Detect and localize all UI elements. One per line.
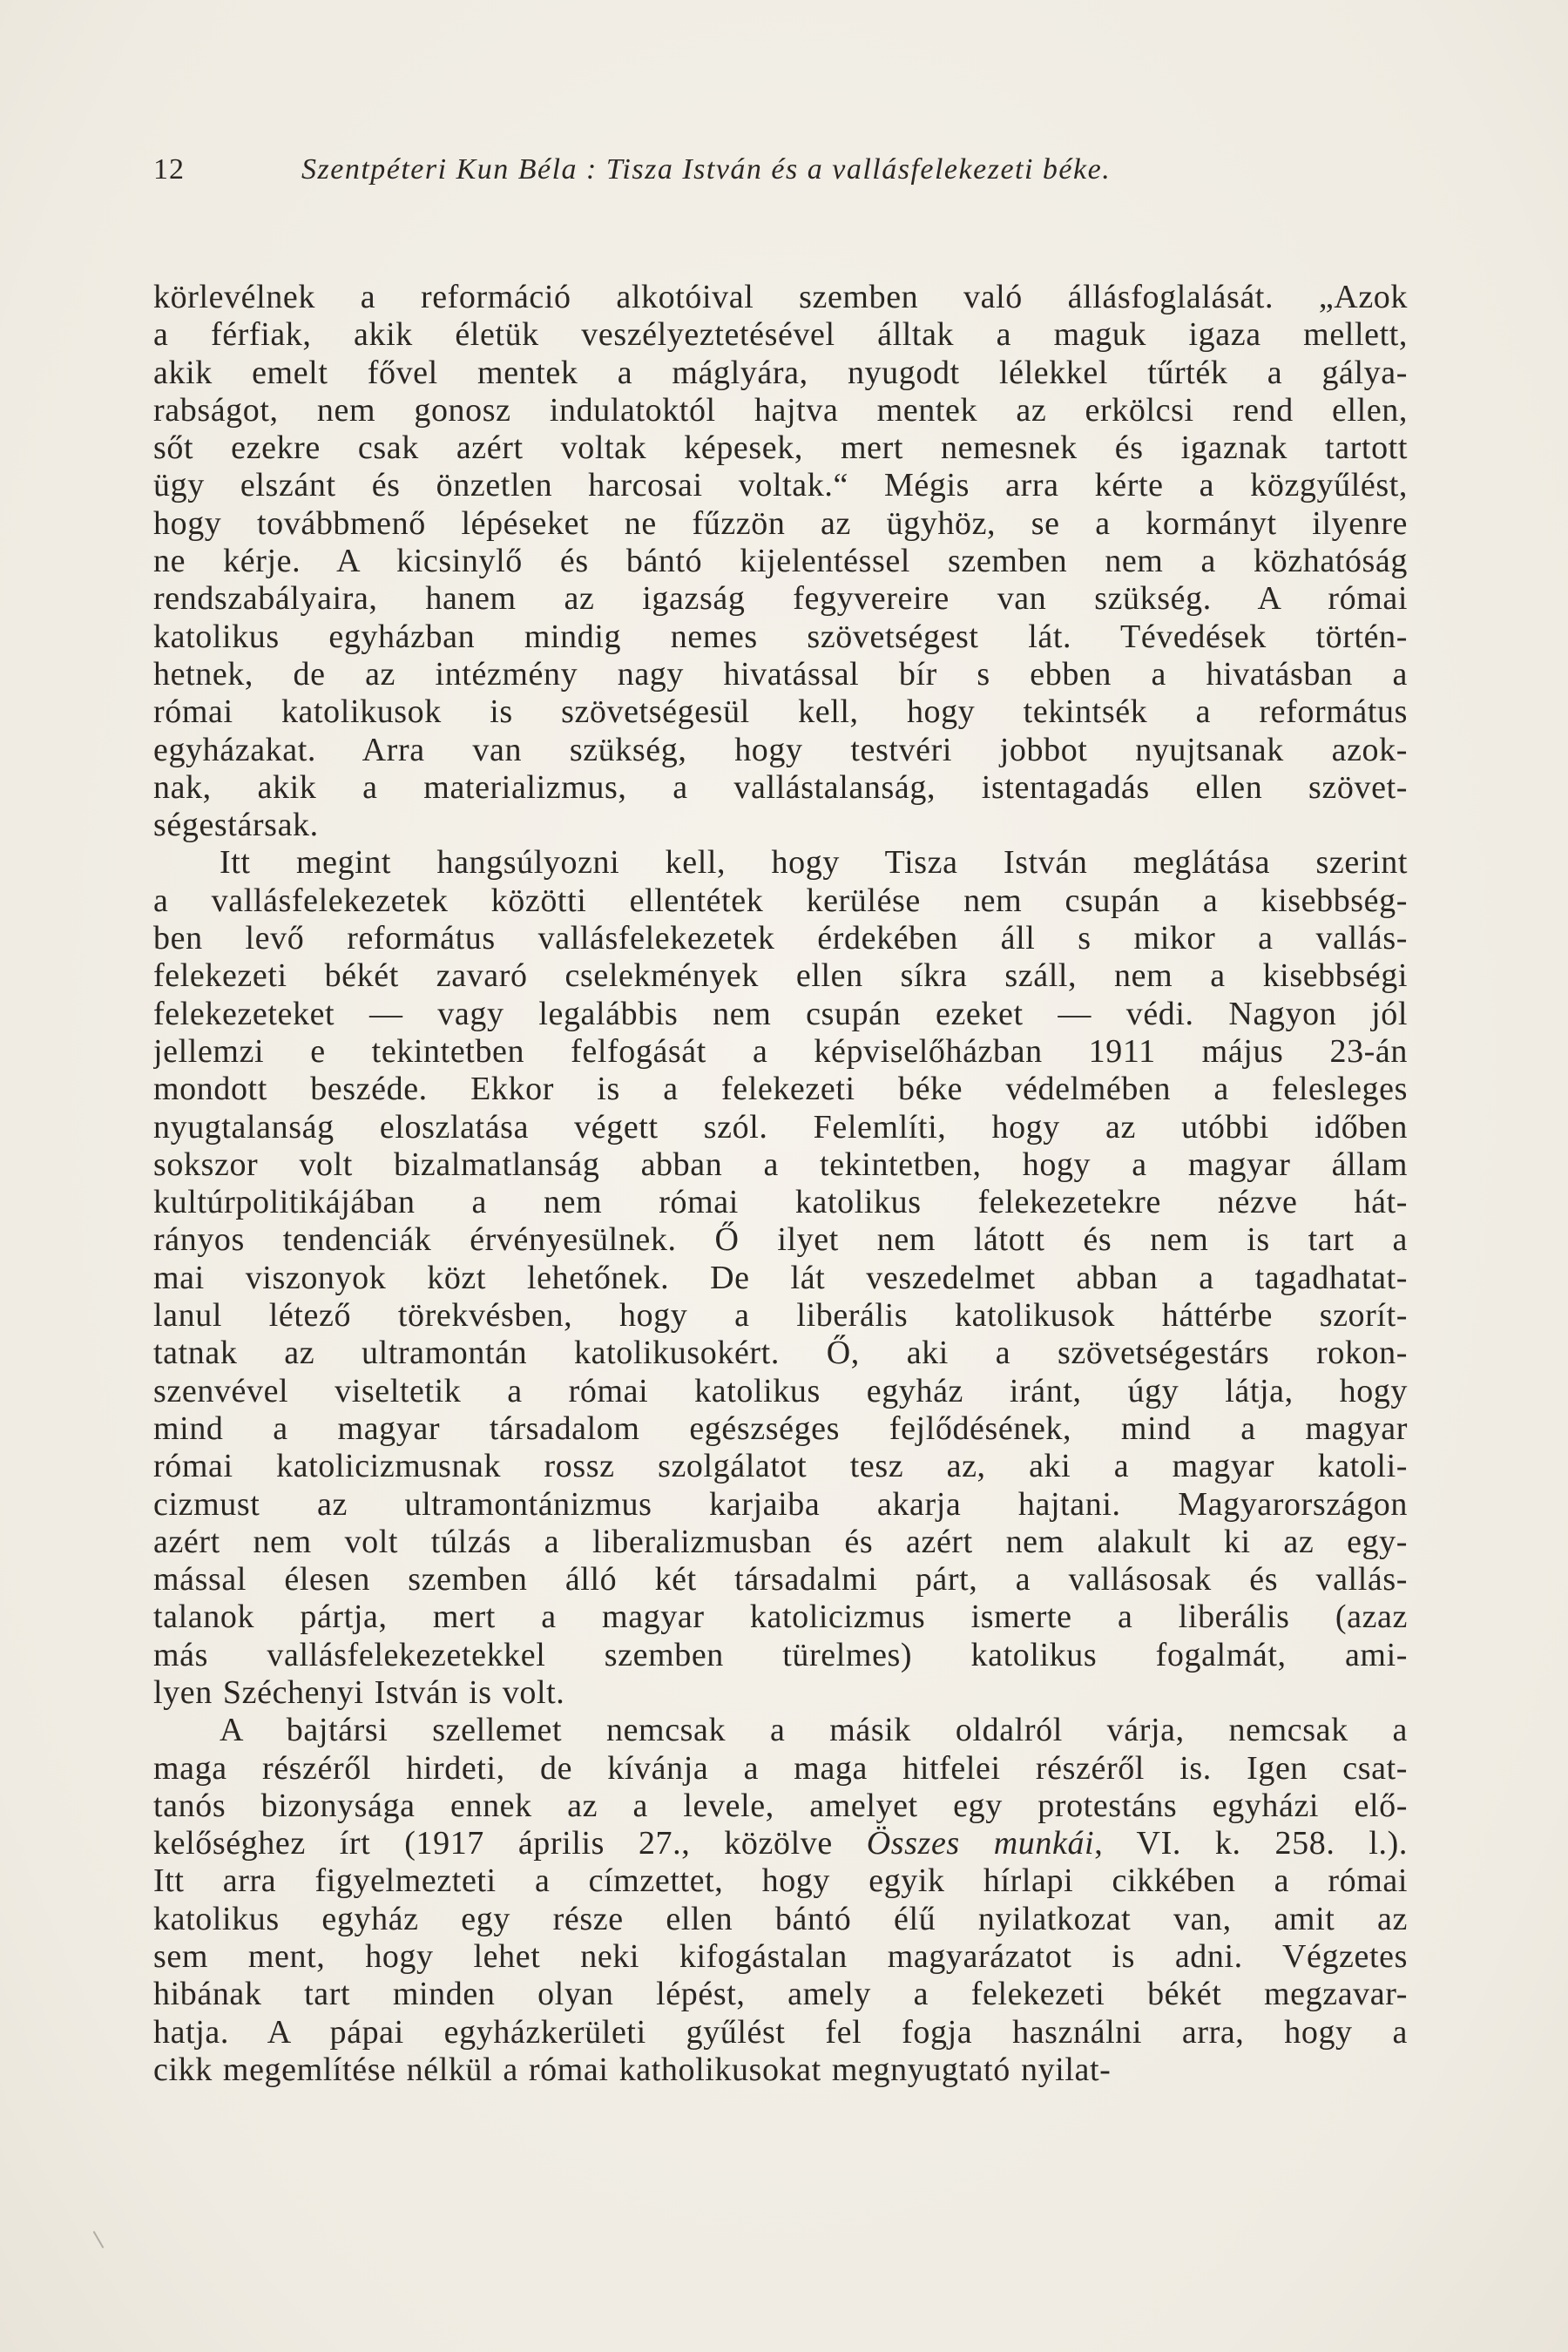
text-line: tanós bizonysága ennek az a levele, amelyet egy protestáns egyházi elő- [153,1787,1408,1824]
page-header [153,148,1416,192]
text-line: rabságot, nem gonosz indulatoktól hajtva mentek az erkölcsi rend ellen, [153,391,1408,429]
text-line: sokszor volt bizalmatlanság abban a tekintetben, hogy a magyar állam [153,1146,1408,1183]
italic-title: Összes munkái [866,1825,1095,1862]
body-text [153,279,1408,2089]
text-line: Itt megint hangsúlyozni kell, hogy Tisza István meglátása szerint [220,844,1408,882]
text-line: római katolikusok is szövetségesül kell, hogy tekintsék a református [153,693,1408,731]
text-line: lanul létező törekvésben, hogy a liberális katolikusok háttérbe szorít- [153,1297,1408,1335]
text-line: azért nem volt túlzás a liberalizmusban és azért nem alakult ki az egy- [153,1523,1408,1560]
text-line: jellemzi e tekintetben felfogását a képviselőházban 1911 május 23-án [153,1032,1408,1070]
text-line: a vallásfelekezetek közötti ellentétek kerülése nem csupán a kisebbség- [153,882,1408,919]
text-line: katolikus egyházban mindig nemes szövetségest lát. Tévedések történ- [153,618,1408,655]
text-line: kelőséghez írt (1917 április 27., közölve Összes munkái, VI. k. 258. l.). [153,1825,1408,1862]
text-line: A bajtársi szellemet nemcsak a másik oldalról várja, nemcsak a [220,1712,1408,1749]
text-line: egyházakat. Arra van szükség, hogy testvéri jobbot nyujtsanak azok- [153,731,1408,768]
text-line: ben levő református vallásfelekezetek érdekében áll s mikor a vallás- [153,920,1408,957]
text-line: ne kérje. A kicsinylő és bántó kijelentéssel szemben nem a közhatóság [153,543,1408,580]
text-line: Itt arra figyelmezteti a címzettet, hogy egyik hírlapi cikkében a római [153,1862,1408,1900]
page-number: 12 [153,153,185,186]
text-line: sőt ezekre csak azért voltak képesek, mert nemesnek és igaznak tartott [153,429,1408,467]
text-line: nak, akik a materializmus, a vallástalanság, istentagadás ellen szövet- [153,768,1408,806]
text-line: cizmust az ultramontánizmus karjaiba akarja hajtani. Magyarországon [153,1485,1408,1523]
text-line: katolikus egyház egy része ellen bántó élű nyilatkozat van, amit az [153,1900,1408,1937]
paragraph [153,279,1408,844]
text-line: mondott beszéde. Ekkor is a felekezeti béke védelmében a felesleges [153,1071,1408,1108]
text-line: körlevélnek a reformáció alkotóival szemben való állásfoglalását. „Azok [153,279,1408,315]
text-line: rányos tendenciák érvényesülnek. Ő ilyet nem látott és nem is tart a [153,1221,1408,1259]
text-line: maga részéről hirdeti, de kívánja a maga hitfelei részéről is. Igen csat- [153,1749,1408,1787]
paragraph [153,844,1408,1712]
text-line: akik emelt fővel mentek a máglyára, nyugodt lélekkel tűrték a gálya- [153,354,1408,391]
text-line: a férfiak, akik életük veszélyeztetésével álltak a maguk igaza mellett, [153,316,1408,354]
text-line: kultúrpolitikájában a nem római katolikus felekezetekre nézve hát- [153,1184,1408,1221]
text-line: rendszabályaira, hanem az igazság fegyvereire van szükség. A római [153,580,1408,618]
text-line: felekezeti békét zavaró cselekmények ellen síkra száll, nem a kisebbségi [153,957,1408,995]
text-line: felekezeteket — vagy legalábbis nem csupán ezeket — védi. Nagyon jól [153,995,1408,1032]
text-line: sem ment, hogy lehet neki kifogástalan magyarázatot is adni. Végzetes [153,1938,1408,1976]
text-line: római katolicizmusnak rossz szolgálatot tesz az, aki a magyar katoli- [153,1448,1408,1485]
text-line: más vallásfelekezetekkel szemben türelmes) katolikus fogalmát, ami- [153,1636,1408,1673]
text-line: mind a magyar társadalom egészséges fejlődésének, mind a magyar [153,1409,1408,1447]
text-line: talanok pártja, mert a magyar katolicizmus ismerte a liberális (azaz [153,1598,1408,1636]
text-line: nyugtalanság eloszlatása végett szól. Felemlíti, hogy az utóbbi időben [153,1108,1408,1146]
text-line: lyen Széchenyi István is volt. [153,1673,565,1711]
text-line: hatja. A pápai egyházkerületi gyűlést fel fogja használni arra, hogy a [153,2013,1408,2051]
running-title: Szentpéteri Kun Béla : Tisza István és a vallásfelekezeti béke. [301,153,1112,186]
text-line: mai viszonyok közt lehetőnek. De lát veszedelmet abban a tagadhatat- [153,1259,1408,1296]
text-line: mással élesen szemben álló két társadalmi párt, a vallásosak és vallás- [153,1561,1408,1598]
text-line: ségestársak. [153,807,319,844]
text-line: ügy elszánt és önzetlen harcosai voltak.“ Mégis arra kérte a közgyűlést, [153,467,1408,504]
text-line: hogy továbbmenő lépéseket ne fűzzön az ügyhöz, se a kormányt ilyenre [153,504,1408,542]
paragraph [153,1712,1408,2089]
paper-mark [93,2231,105,2248]
text-line: szenvével viseltetik a római katolikus egyház iránt, úgy látja, hogy [153,1372,1408,1409]
text-line: cikk megemlítése nélkül a római katholikusokat megnyugtató nyilat- [153,2051,1112,2088]
text-line: hetnek, de az intézmény nagy hivatással bír s ebben a hivatásban a [153,655,1408,693]
text-line: tatnak az ultramontán katolikusokért. Ő, aki a szövetségestárs rokon- [153,1335,1408,1372]
text-line: hibának tart minden olyan lépést, amely a felekezeti békét megzavar- [153,1976,1408,2013]
